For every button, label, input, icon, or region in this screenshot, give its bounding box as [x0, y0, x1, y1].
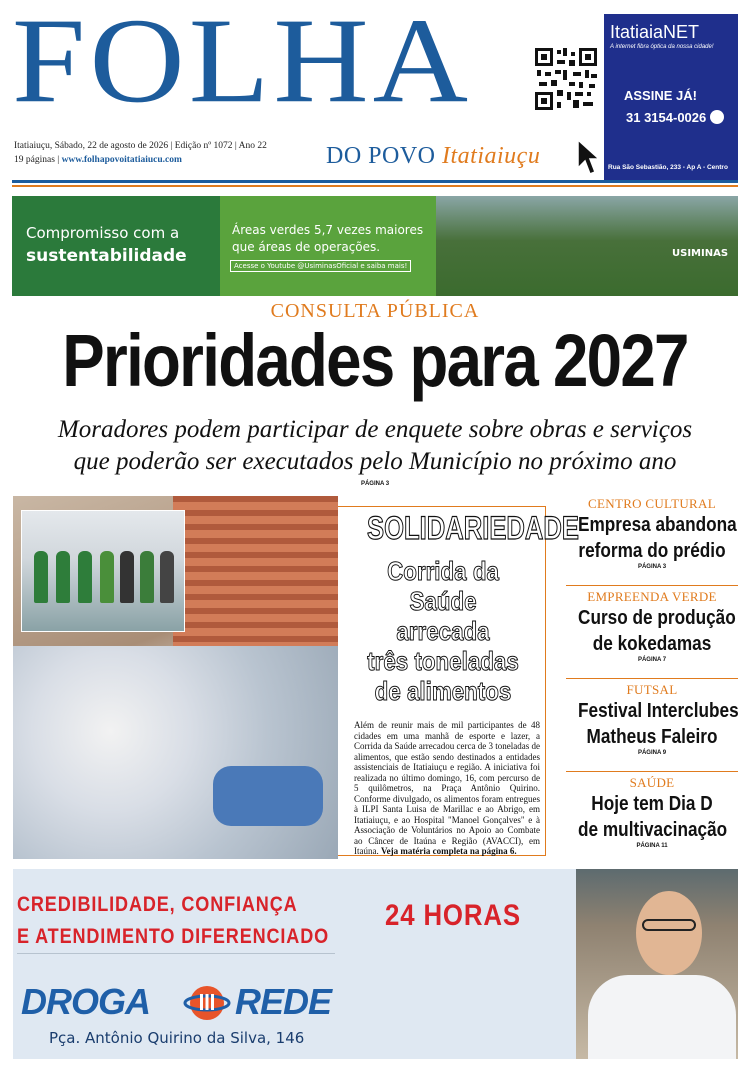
divider	[566, 771, 738, 772]
divider	[566, 585, 738, 586]
ad-slogan-line2: E ATENDIMENTO DIFERENCIADO	[17, 925, 330, 948]
photo-donations	[13, 646, 338, 859]
sidebar-kicker: SAÚDE	[629, 775, 675, 790]
lead-page-ref: PÁGINA 3	[360, 481, 390, 487]
feature-headline-line: Corrida da	[387, 556, 499, 586]
sidebar-headline: Festival Interclubes	[578, 700, 739, 722]
divider	[566, 678, 738, 679]
photo-person	[120, 551, 134, 603]
ad-brand-left: DROGA	[21, 981, 150, 1022]
feature-kicker: SOLIDARIEDADE	[367, 510, 579, 546]
drogarede-logo-icon	[183, 983, 231, 1023]
banner-brand: USIMINAS	[672, 248, 729, 259]
sidebar-story[interactable]	[566, 775, 738, 849]
sidebar-page: PÁGINA 9	[637, 750, 667, 756]
ad-brand-right: REDE	[235, 981, 332, 1022]
photo-person	[160, 551, 174, 603]
lead-dek-line: Moradores podem participar de enquete sobre obras e serviços	[57, 416, 693, 443]
lead-headline[interactable]: Prioridades para 2027	[62, 319, 688, 402]
feature-headline-line: Saúde	[409, 586, 477, 616]
sidebar-headline: reforma do prédio	[578, 540, 726, 562]
feature-headline-line: de alimentos	[374, 676, 512, 706]
sidebar-headline: de multivacinação	[578, 819, 728, 841]
ad-address: Pça. Antônio Quirino da Silva, 146	[49, 1029, 305, 1047]
photo-glasses	[642, 919, 696, 931]
drogarede-ad[interactable]	[13, 869, 738, 1059]
inset-photo	[21, 510, 185, 632]
sidebar-page: PÁGINA 3	[637, 564, 667, 570]
logo-subtitle	[326, 143, 540, 170]
banner-line2: sustentabilidade	[26, 246, 187, 266]
sidebar-headline: de kokedamas	[592, 633, 712, 655]
ad-photo	[576, 869, 738, 1059]
logo-subtitle-city: Itatiaiuçu	[442, 143, 541, 169]
photo-person	[140, 551, 154, 603]
feature-body-text: Além de reunir mais de mil participantes de 48 cidades em uma manhã de esporte e lazer, a Corrida da Saúde arrecadou cerca de 3 toneladas de alimentos, que estão sendo destinados a entidades assistenciais de Itatiaiuçu e região. A iniciativa foi realizada no último domingo, 16, com percurso de 5 quilômetros, na Praça Antônio Quirino. Conforme divulgado, os alimentos foram entregues à ILPI Santa Luisa de Marillac e ao Abrigo, em Itatiaiuçu, e ao Hospital "Manoel Gonçalves" e à Associação de Voluntários no Apoio ao Combate ao Câncer de Itaúna e Região (AVACCI), em Itaúna.	[354, 720, 540, 856]
sidebar-headline: Curso de produção	[578, 607, 736, 629]
ad-brand: ItatiaiaNET	[610, 22, 700, 42]
ad-phone: 31 3154-0026	[626, 110, 707, 125]
ad-cta[interactable]: ASSINE JÁ!	[624, 88, 697, 103]
feature-headline[interactable]	[361, 556, 524, 706]
divider	[12, 180, 738, 183]
banner-line1: Compromisso com a	[26, 224, 180, 242]
sidebar-kicker: CENTRO CULTURAL	[588, 496, 716, 511]
qr-code-icon[interactable]	[533, 46, 599, 112]
divider	[17, 953, 335, 954]
sidebar-kicker: FUTSAL	[626, 682, 678, 697]
sidebar-story[interactable]	[566, 682, 738, 756]
cursor-icon	[576, 138, 602, 178]
feature-more-link[interactable]: Veja matéria completa na página 6.	[381, 846, 517, 856]
photo-truck	[173, 496, 338, 666]
banner-youtube[interactable]: Acesse o Youtube @UsiminasOficial e saiba mais!	[230, 260, 411, 272]
feature-photo[interactable]	[13, 496, 338, 859]
sidebar-headline: Empresa abandona	[578, 514, 737, 536]
newspaper-logo: FOLHA	[12, 0, 473, 128]
edition-info: Itatiaiuçu, Sábado, 22 de agosto de 2026 | Edição nº 1072 | Ano 22	[14, 141, 267, 151]
photo-person	[56, 551, 70, 603]
banner-photo	[436, 196, 738, 296]
sidebar-story[interactable]	[566, 589, 738, 663]
ad-tagline: A internet fibra óptica da nossa cidade!	[610, 44, 714, 50]
photo-person	[78, 551, 92, 603]
photo-person	[100, 551, 114, 603]
sidebar-page: PÁGINA 11	[636, 843, 668, 849]
usiminas-banner[interactable]	[12, 196, 738, 296]
sidebar-story[interactable]	[566, 496, 738, 570]
feature-headline-line: três toneladas	[367, 646, 519, 676]
lead-dek-line: que poderão ser executados pelo Município no próximo ano	[73, 448, 677, 475]
photo-face	[636, 891, 702, 975]
lead-kicker: CONSULTA PÚBLICA	[270, 300, 480, 322]
sidebar-kicker: EMPREENDA VERDE	[587, 589, 717, 604]
itatiaianet-ad[interactable]	[604, 14, 738, 182]
photo-shirt	[588, 975, 736, 1059]
feature-headline-line: arrecada	[396, 616, 490, 646]
page-count: 19 páginas	[14, 155, 55, 165]
lead-dek	[0, 414, 750, 478]
photo-bag	[213, 766, 323, 826]
whatsapp-icon	[710, 110, 724, 124]
banner-info: Áreas verdes 5,7 vezes maiores que áreas de operações.	[232, 223, 424, 254]
website-link[interactable]: www.folhapovoitatiaiucu.com	[61, 155, 182, 165]
edition-info-2: 19 páginas | www.folhapovoitatiaiucu.com	[14, 155, 182, 165]
ad-slogan-line1: CREDIBILIDADE, CONFIANÇA	[17, 893, 298, 916]
feature-body	[354, 720, 540, 857]
ad-address: Rua São Sebastião, 233 - Ap A - Centro	[608, 164, 728, 171]
divider	[12, 185, 738, 187]
sidebar-headline: Matheus Faleiro	[586, 726, 718, 748]
sidebar-headline: Hoje tem Dia D	[591, 793, 713, 815]
ad-hours: 24 HORAS	[385, 899, 521, 932]
logo-subtitle-main: DO POVO	[326, 143, 436, 169]
sidebar-page: PÁGINA 7	[637, 657, 667, 663]
photo-person	[34, 551, 48, 603]
